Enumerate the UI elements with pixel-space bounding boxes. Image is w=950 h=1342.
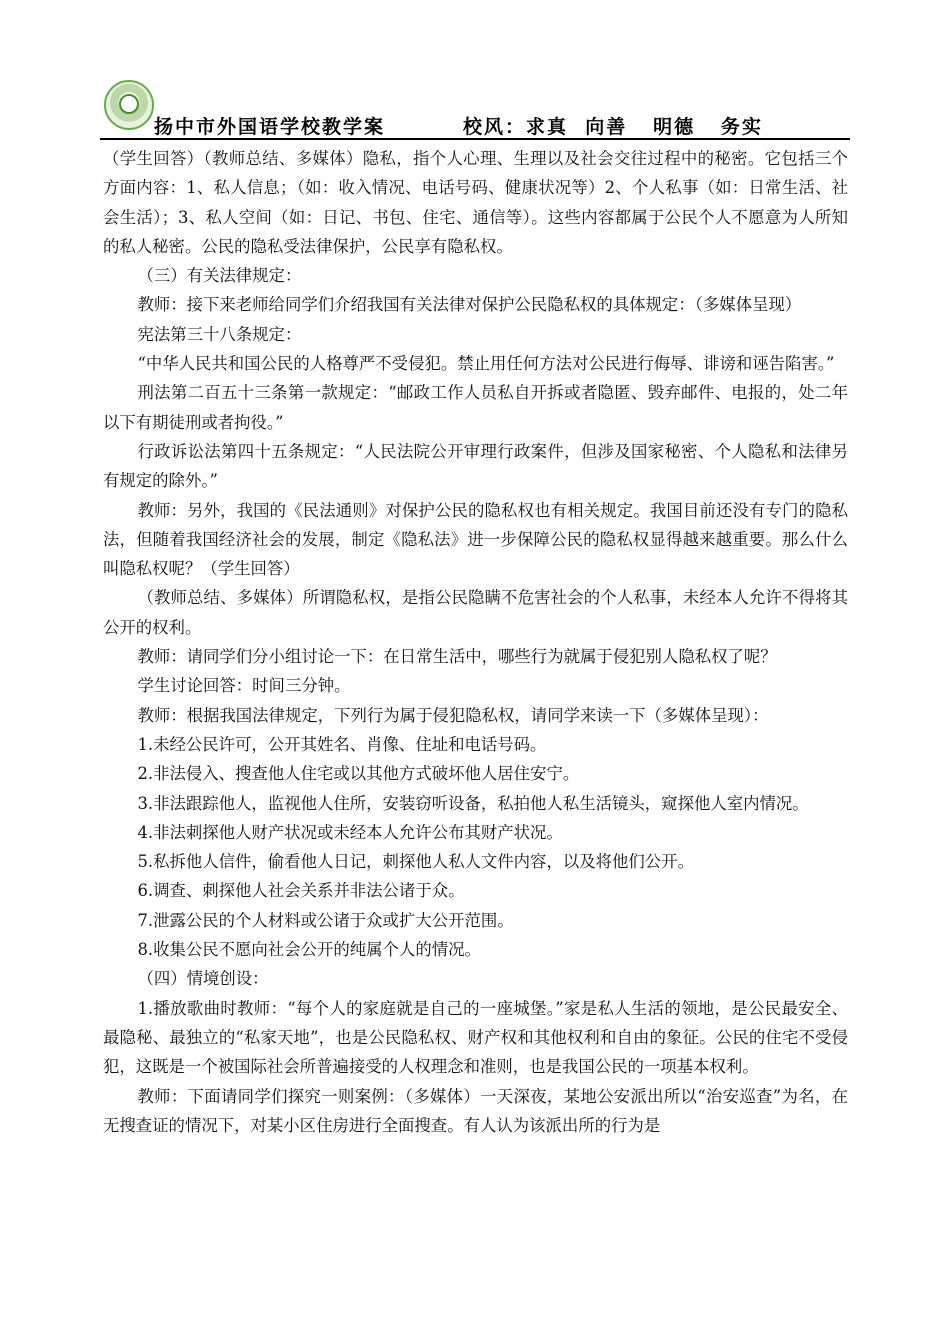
paragraph: 学生讨论回答：时间三分钟。 [137, 676, 351, 696]
emblem-ring [119, 94, 139, 114]
page-header [100, 74, 850, 140]
list-item: 3.非法跟踪他人，监视他人住所，安装窃听设备，私拍他人私生活镜头，窥探他人室内情况。 [137, 793, 809, 813]
section-heading-laws: （三）有关法律规定： [137, 266, 302, 286]
list-item: 2.非法侵入、搜查他人住宅或以其他方式破坏他人居住安宁。 [137, 764, 580, 784]
list-item: 1.未经公民许可，公开其姓名、肖像、住址和电话号码。 [137, 734, 547, 754]
paragraph: 教师：请同学们分小组讨论一下：在日常生活中，哪些行为就属于侵犯别人隐私权了呢？ [137, 647, 777, 667]
paragraph: “中华人民共和国公民的人格尊严不受侵犯。禁止用任何方法对公民进行侮辱、诽谤和诬告陷害。” [137, 354, 835, 374]
paragraph: 教师：接下来老师给同学们介绍我国有关法律对保护公民隐私权的具体规定：（多媒体呈现） [137, 295, 802, 315]
lesson-body [103, 144, 848, 1140]
paragraph: 1.播放歌曲时教师：“每个人的家庭就是自己的一座城堡。”家是私人生活的领地，是公民最安全、最隐秘、最独立的“私家天地”，也是公民隐私权、财产权和其他权利和自由的象征。公民的住宅不受侵犯，这既是一个被国际社会所普遍接受的人权理念和准则，也是我国公民的一项基本权利。 [103, 998, 848, 1077]
list-item: 5.私拆他人信件，偷看他人日记，刺探他人私人文件内容，以及将他们公开。 [137, 852, 694, 872]
paragraph: 教师：根据我国法律规定，下列行为属于侵犯隐私权，请同学来读一下（多媒体呈现）： [137, 705, 769, 725]
header-divider [100, 138, 850, 140]
school-emblem-icon [104, 80, 154, 130]
section-heading-scenario: （四）情境创设： [137, 969, 269, 989]
paragraph: 刑法第二百五十三条第一款规定：“邮政工作人员私自开拆或者隐匿、毁弃邮件、电报的，处二年以下有期徒刑或者拘役。” [103, 383, 848, 432]
paragraph: （教师总结、多媒体）所谓隐私权，是指公民隐瞒不危害社会的个人私事，未经本人允许不得将其公开的权利。 [103, 588, 848, 637]
list-item: 4.非法刺探他人财产状况或未经本人允许公布其财产状况。 [137, 822, 563, 842]
list-item: 8.收集公民不愿向社会公开的纯属个人的情况。 [137, 940, 481, 960]
paragraph: 行政诉讼法第四十五条规定：“人民法院公开审理行政案件，但涉及国家秘密、个人隐私和法律另有规定的除外。” [103, 441, 848, 491]
header-motto: 校风：求真 向善 明德 务实 [463, 116, 763, 138]
paragraph: （学生回答）（教师总结、多媒体）隐私，指个人心理、生理以及社会交往过程中的秘密。它包括三个方面内容：1、私人信息；（如：收入情况、电话号码、健康状况等）2、个人私事（如：日常生活、社会生活）；3、私人空间（如：日记、书包、住宅、通信等）。这些内容都属于公民个人不愿意为人所知的私人秘密。公民的隐私受法律保护，公民享有隐私权。 [103, 149, 848, 256]
paragraph: 教师：另外，我国的《民法通则》对保护公民的隐私权也有相关规定。我国目前还没有专门的隐私法，但随着我国经济社会的发展，制定《隐私法》进一步保障公民的隐私权显得越来越重要。那么什么叫隐私权呢？（学生回答） [103, 500, 848, 579]
paragraph: 宪法第三十八条规定： [137, 324, 302, 344]
paragraph: 教师：下面请同学们探究一则案例：（多媒体）一天深夜，某地公安派出所以“治安巡查”为名，在无搜查证的情况下，对某小区住房进行全面搜查。有人认为该派出所的行为是 [103, 1086, 848, 1135]
header-title: 扬中市外国语学校教学案 [154, 116, 386, 138]
list-item: 7.泄露公民的个人材料或公诸于众或扩大公开范围。 [137, 910, 514, 930]
list-item: 6.调查、刺探他人社会关系并非法公诸于众。 [137, 881, 465, 901]
